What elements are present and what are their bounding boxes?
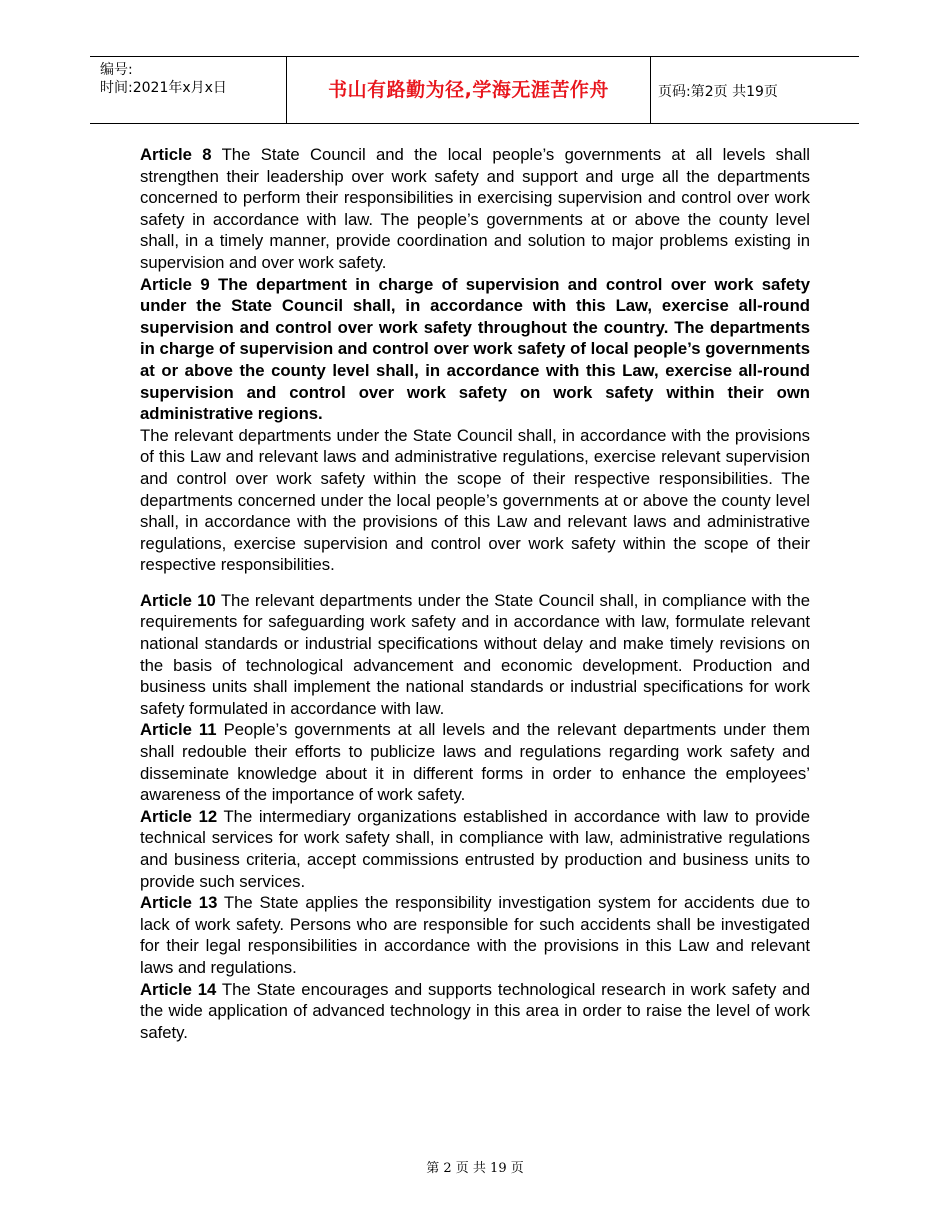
- article-text: The relevant departments under the State Council shall, in accordance with the provisions of this Law and relevant laws and administrative regulations, exercise relevant supervision and control over work safety within the scope of their respective responsibilities. The departments concerned under the local people’s governments at or above the county level shall, in accordance with the provisions of this Law and relevant laws and administrative regulations, exercise supervision and control over work safety within the scope of their respective responsibilities.: [140, 425, 810, 575]
- page-header: [90, 56, 859, 124]
- article-text: The State Council and the local people’s governments at all levels shall strengthen their leadership over work safety and support and urge all the departments concerned to perform their responsibilities in exercising supervision and control over work safety in accordance with law. The people’s governments at or above the county level shall, in a timely manner, provide coordination and solution to major problems existing in supervision and over work safety.: [140, 145, 810, 272]
- article-8: [140, 144, 810, 274]
- page-footer: 第 2 页 共 19 页: [426, 1161, 524, 1176]
- article-13: [140, 892, 810, 978]
- article-text: The State applies the responsibility investigation system for accidents due to lack of work safety. Persons who are responsible for such accidents shall be investigated for their legal responsibilities in accordance with the provisions in this Law and relevant laws and regulations.: [140, 893, 810, 977]
- article-label: Article 9: [140, 274, 210, 294]
- article-text: The intermediary organizations established in accordance with law to provide technical services for work safety shall, in compliance with law, administrative regulations and business criteria, accept commissions entrusted by production and business units to provide such services.: [140, 806, 810, 891]
- document-body: [140, 144, 810, 1043]
- article-label: Article 8: [140, 145, 212, 164]
- header-page-cell: [650, 57, 859, 123]
- article-label: Article 11: [140, 720, 217, 740]
- article-label: Article 13: [140, 893, 218, 913]
- article-12: [140, 806, 810, 892]
- header-page-number: 页码:第2页 共19页: [658, 84, 778, 100]
- article-label: Article 12: [140, 806, 218, 826]
- header-meta-cell: [90, 57, 286, 123]
- article-label: Article 10: [140, 590, 216, 610]
- serial-number-label: 编号:: [100, 62, 133, 78]
- article-14: [140, 979, 810, 1044]
- article-text: The State encourages and supports technological research in work safety and the wide application of advanced technology in this area in order to raise the level of work safety.: [140, 979, 810, 1042]
- article-9-paragraph-2: [140, 425, 810, 576]
- time-label: 时间:2021年x月x日: [100, 80, 227, 96]
- header-motto: 书山有路勤为径,学海无涯苦作舟: [328, 79, 609, 101]
- article-label: Article 14: [140, 979, 217, 999]
- article-text: People’s governments at all levels and the relevant departments under them shall redouble their efforts to publicize laws and regulations regarding work safety and disseminate knowledge about it in different forms in order to enhance the employees’ awareness of the importance of work safety.: [140, 720, 810, 805]
- article-11: [140, 719, 810, 805]
- paragraph-gap: [140, 576, 810, 590]
- header-motto-cell: [286, 57, 651, 123]
- article-text: The department in charge of supervision and control over work safety under the State Council shall, in accordance with this Law, exercise all-round supervision and control over work safety throughout the country. The departments in charge of supervision and control over work safety of local people’s governments at or above the county level shall, in accordance with this Law, exercise all-round supervision and control over work safety on work safety within their own administrative regions.: [140, 274, 810, 424]
- article-10: [140, 590, 810, 720]
- article-9: [140, 274, 810, 425]
- article-text: The relevant departments under the State Council shall, in compliance with the requirements for safeguarding work safety and in accordance with law, formulate relevant national standards or industrial specifications without delay and make timely revisions on the basis of technological advancement and economic development. Production and business units shall implement the national standards or industrial specifications for work safety formulated in accordance with law.: [140, 590, 811, 718]
